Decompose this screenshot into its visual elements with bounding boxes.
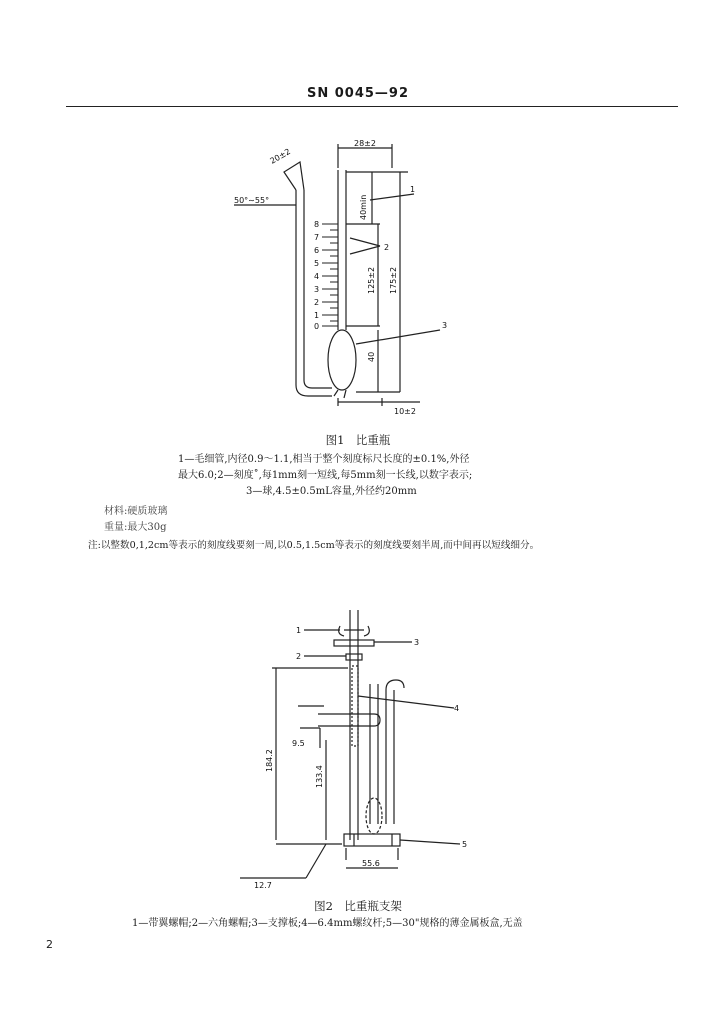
scale-number: 6 [314, 246, 320, 255]
dim-inner: 133.4 [315, 765, 324, 788]
figure-1-legend-line-1: 1—毛细管,内径0.9～1.1,相当于整个刻度标尺长度的±0.1%,外径 [178, 454, 470, 465]
fig2-callout-5: 5 [462, 840, 468, 849]
scale-number: 4 [314, 272, 320, 281]
scale-number: 5 [314, 259, 320, 268]
page-number: 2 [46, 938, 53, 951]
dim-bottom-width: 10±2 [394, 407, 416, 416]
fig2-callout-4: 4 [454, 704, 460, 713]
dim-angle: 50°∼55° [234, 196, 270, 205]
material-line: 材料:硬质玻璃 [104, 506, 168, 517]
dim-neck-width: 20±2 [268, 146, 293, 166]
dim-scale-length: 125±2 [367, 266, 376, 294]
header-rule [66, 106, 678, 107]
fig2-callout-1: 1 [296, 626, 302, 635]
scale-number: 7 [314, 233, 320, 242]
scale-number: 8 [314, 220, 320, 229]
weight-line: 重量:最大30g [104, 522, 167, 533]
dim-offset: 12.7 [254, 881, 272, 890]
figure-1-legend-line-3: 3—球,4.5±0.5mL容量,外径约20mm [246, 486, 417, 497]
scale-number: 3 [314, 285, 320, 294]
scale-number: 2 [314, 298, 320, 307]
scale-number: 0 [314, 322, 320, 331]
callout-3: 3 [442, 321, 448, 330]
dim-min-length: 40min [359, 194, 368, 220]
figure-2-caption: 图2 比重瓶支架 [314, 899, 402, 913]
dim-height: 184.2 [265, 749, 274, 772]
figure-1-pycnometer-drawing [0, 130, 716, 420]
callout-2: 2 [384, 243, 390, 252]
dim-total-length: 175±2 [389, 266, 398, 294]
figure-1-caption: 图1 比重瓶 [325, 433, 391, 447]
dim-arm: 9.5 [292, 739, 305, 748]
dim-top-width: 28±2 [354, 139, 376, 148]
callout-1: 1 [410, 185, 416, 194]
figure-2-stand-drawing [0, 604, 716, 896]
fig2-callout-3: 3 [414, 638, 420, 647]
scale-number: 1 [314, 311, 320, 320]
document-header: SN 0045—92 [306, 86, 410, 101]
dim-bulb-length: 40 [367, 351, 376, 362]
dim-base-width: 55.6 [362, 859, 380, 868]
figure-1-legend-line-2: 最大6.0;2—刻度˚,每1mm刻一短线,每5mm刻一长线,以数字表示; [178, 470, 473, 481]
figure-2-legend: 1—带翼螺帽;2—六角螺帽;3—支撑板;4—6.4mm螺纹杆;5—30"规格的薄金属板盒,无盖 [132, 918, 523, 929]
fig2-callout-2: 2 [296, 652, 302, 661]
figure-1-note: 注:以整数0,1,2cm等表示的刻度线要刻一周,以0.5,1.5cm等表示的刻度线要刻半周,而中间再以短线细分。 [88, 540, 540, 551]
